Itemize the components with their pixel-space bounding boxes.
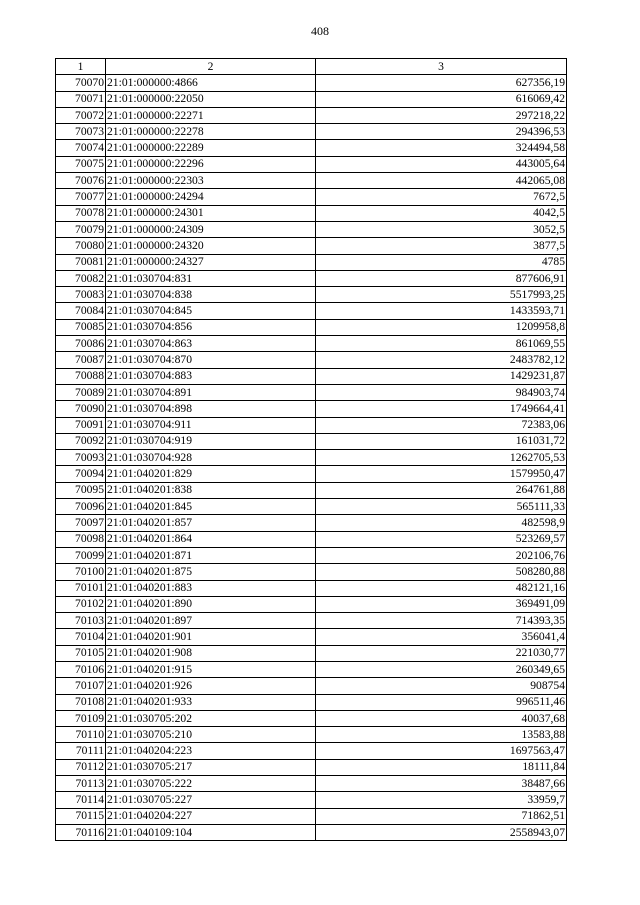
row-number-cell: 70103 — [56, 613, 106, 629]
value-cell: 1429231,87 — [316, 368, 567, 384]
column-header-1: 1 — [56, 59, 106, 75]
row-number-cell: 70089 — [56, 384, 106, 400]
row-number-cell: 70116 — [56, 824, 106, 840]
table-row — [56, 482, 567, 498]
table-row — [56, 824, 567, 840]
row-number-cell: 70077 — [56, 189, 106, 205]
value-cell: 523269,57 — [316, 531, 567, 547]
value-cell: 877606,91 — [316, 270, 567, 286]
cadastral-number-cell: 21:01:030704:911 — [106, 417, 316, 433]
table-row — [56, 776, 567, 792]
table-row — [56, 515, 567, 531]
cadastral-number-cell: 21:01:040201:857 — [106, 515, 316, 531]
value-cell: 5517993,25 — [316, 287, 567, 303]
table-row — [56, 156, 567, 172]
row-number-cell: 70106 — [56, 661, 106, 677]
table-row — [56, 91, 567, 107]
value-cell: 71862,51 — [316, 808, 567, 824]
value-cell: 984903,74 — [316, 384, 567, 400]
row-number-cell: 70083 — [56, 287, 106, 303]
cadastral-number-cell: 21:01:000000:22289 — [106, 140, 316, 156]
table-row — [56, 205, 567, 221]
column-header-3: 3 — [316, 59, 567, 75]
row-number-cell: 70079 — [56, 221, 106, 237]
table-row — [56, 792, 567, 808]
cadastral-number-cell: 21:01:030705:217 — [106, 759, 316, 775]
row-number-cell: 70081 — [56, 254, 106, 270]
value-cell: 908754 — [316, 678, 567, 694]
cadastral-number-cell: 21:01:040201:897 — [106, 613, 316, 629]
row-number-cell: 70094 — [56, 466, 106, 482]
row-number-cell: 70084 — [56, 303, 106, 319]
value-cell: 442065,08 — [316, 173, 567, 189]
value-cell: 324494,58 — [316, 140, 567, 156]
value-cell: 508280,88 — [316, 564, 567, 580]
table-row — [56, 743, 567, 759]
row-number-cell: 70098 — [56, 531, 106, 547]
cadastral-number-cell: 21:01:040201:890 — [106, 596, 316, 612]
row-number-cell: 70090 — [56, 401, 106, 417]
value-cell: 1433593,71 — [316, 303, 567, 319]
cadastral-number-cell: 21:01:000000:24301 — [106, 205, 316, 221]
value-cell: 13583,88 — [316, 727, 567, 743]
row-number-cell: 70109 — [56, 710, 106, 726]
row-number-cell: 70087 — [56, 352, 106, 368]
value-cell: 627356,19 — [316, 75, 567, 91]
row-number-cell: 70088 — [56, 368, 106, 384]
cadastral-number-cell: 21:01:000000:4866 — [106, 75, 316, 91]
value-cell: 482121,16 — [316, 580, 567, 596]
cadastral-number-cell: 21:01:030704:919 — [106, 433, 316, 449]
table-row — [56, 661, 567, 677]
cadastral-number-cell: 21:01:030704:891 — [106, 384, 316, 400]
row-number-cell: 70070 — [56, 75, 106, 91]
row-number-cell: 70113 — [56, 776, 106, 792]
row-number-cell: 70100 — [56, 564, 106, 580]
row-number-cell: 70102 — [56, 596, 106, 612]
value-cell: 565111,33 — [316, 499, 567, 515]
value-cell: 264761,88 — [316, 482, 567, 498]
cadastral-number-cell: 21:01:030704:838 — [106, 287, 316, 303]
value-cell: 4042,5 — [316, 205, 567, 221]
cadastral-number-cell: 21:01:030704:856 — [106, 319, 316, 335]
row-number-cell: 70075 — [56, 156, 106, 172]
cadastral-number-cell: 21:01:030704:845 — [106, 303, 316, 319]
value-cell: 1749664,41 — [316, 401, 567, 417]
table-row — [56, 450, 567, 466]
table-header-row — [56, 59, 567, 75]
value-cell: 161031,72 — [316, 433, 567, 449]
table-row — [56, 319, 567, 335]
table-row — [56, 645, 567, 661]
value-cell: 260349,65 — [316, 661, 567, 677]
row-number-cell: 70071 — [56, 91, 106, 107]
page-number: 408 — [311, 24, 329, 38]
cadastral-number-cell: 21:01:040201:845 — [106, 499, 316, 515]
cadastral-number-cell: 21:01:030704:883 — [106, 368, 316, 384]
cadastral-number-cell: 21:01:030705:222 — [106, 776, 316, 792]
row-number-cell: 70080 — [56, 238, 106, 254]
cadastral-number-cell: 21:01:030705:210 — [106, 727, 316, 743]
value-cell: 3052,5 — [316, 221, 567, 237]
value-cell: 356041,4 — [316, 629, 567, 645]
table-row — [56, 140, 567, 156]
value-cell: 443005,64 — [316, 156, 567, 172]
table-row — [56, 564, 567, 580]
cadastral-number-cell: 21:01:040201:901 — [106, 629, 316, 645]
value-cell: 3877,5 — [316, 238, 567, 254]
table-row — [56, 547, 567, 563]
value-cell: 1579950,47 — [316, 466, 567, 482]
value-cell: 4785 — [316, 254, 567, 270]
table-body — [56, 75, 567, 841]
row-number-cell: 70097 — [56, 515, 106, 531]
cadastral-number-cell: 21:01:040201:926 — [106, 678, 316, 694]
cadastral-number-cell: 21:01:030705:202 — [106, 710, 316, 726]
table-row — [56, 596, 567, 612]
cadastral-number-cell: 21:01:000000:24294 — [106, 189, 316, 205]
value-cell: 1262705,53 — [316, 450, 567, 466]
table-row — [56, 336, 567, 352]
cadastral-number-cell: 21:01:030704:928 — [106, 450, 316, 466]
cadastral-number-cell: 21:01:040201:838 — [106, 482, 316, 498]
value-cell: 38487,66 — [316, 776, 567, 792]
table-row — [56, 189, 567, 205]
value-cell: 482598,9 — [316, 515, 567, 531]
cadastral-number-cell: 21:01:040201:883 — [106, 580, 316, 596]
cadastral-number-cell: 21:01:000000:24320 — [106, 238, 316, 254]
cadastral-number-cell: 21:01:030704:831 — [106, 270, 316, 286]
table-row — [56, 352, 567, 368]
row-number-cell: 70114 — [56, 792, 106, 808]
row-number-cell: 70108 — [56, 694, 106, 710]
cadastral-number-cell: 21:01:040201:908 — [106, 645, 316, 661]
value-cell: 297218,22 — [316, 107, 567, 123]
table-row — [56, 808, 567, 824]
cadastral-number-cell: 21:01:000000:24309 — [106, 221, 316, 237]
value-cell: 2558943,07 — [316, 824, 567, 840]
value-cell: 996511,46 — [316, 694, 567, 710]
cadastral-number-cell: 21:01:000000:22271 — [106, 107, 316, 123]
row-number-cell: 70072 — [56, 107, 106, 123]
value-cell: 861069,55 — [316, 336, 567, 352]
row-number-cell: 70086 — [56, 336, 106, 352]
value-cell: 33959,7 — [316, 792, 567, 808]
cadastral-number-cell: 21:01:040201:829 — [106, 466, 316, 482]
cadastral-number-cell: 21:01:040201:933 — [106, 694, 316, 710]
cadastral-number-cell: 21:01:040201:875 — [106, 564, 316, 580]
table-row — [56, 580, 567, 596]
value-cell: 616069,42 — [316, 91, 567, 107]
cadastral-number-cell: 21:01:040201:915 — [106, 661, 316, 677]
cadastral-number-cell: 21:01:040204:227 — [106, 808, 316, 824]
table-row — [56, 107, 567, 123]
table-row — [56, 433, 567, 449]
row-number-cell: 70085 — [56, 319, 106, 335]
cadastral-number-cell: 21:01:030704:870 — [106, 352, 316, 368]
row-number-cell: 70107 — [56, 678, 106, 694]
table-row — [56, 629, 567, 645]
cadastral-number-cell: 21:01:000000:22296 — [106, 156, 316, 172]
data-table — [55, 58, 567, 841]
table-row — [56, 727, 567, 743]
row-number-cell: 70112 — [56, 759, 106, 775]
table-row — [56, 759, 567, 775]
table-row — [56, 384, 567, 400]
row-number-cell: 70110 — [56, 727, 106, 743]
cadastral-number-cell: 21:01:040109:104 — [106, 824, 316, 840]
row-number-cell: 70078 — [56, 205, 106, 221]
table-row — [56, 678, 567, 694]
table-row — [56, 238, 567, 254]
cadastral-number-cell: 21:01:000000:24327 — [106, 254, 316, 270]
row-number-cell: 70101 — [56, 580, 106, 596]
table-row — [56, 710, 567, 726]
row-number-cell: 70082 — [56, 270, 106, 286]
column-header-2: 2 — [106, 59, 316, 75]
value-cell: 202106,76 — [316, 547, 567, 563]
value-cell: 221030,77 — [316, 645, 567, 661]
row-number-cell: 70095 — [56, 482, 106, 498]
value-cell: 1209958,8 — [316, 319, 567, 335]
table-row — [56, 417, 567, 433]
table-row — [56, 173, 567, 189]
table-row — [56, 401, 567, 417]
value-cell: 7672,5 — [316, 189, 567, 205]
row-number-cell: 70093 — [56, 450, 106, 466]
value-cell: 72383,06 — [316, 417, 567, 433]
value-cell: 369491,09 — [316, 596, 567, 612]
value-cell: 40037,68 — [316, 710, 567, 726]
table-row — [56, 287, 567, 303]
cadastral-number-cell: 21:01:040204:223 — [106, 743, 316, 759]
table-row — [56, 254, 567, 270]
row-number-cell: 70105 — [56, 645, 106, 661]
value-cell: 18111,84 — [316, 759, 567, 775]
cadastral-number-cell: 21:01:030705:227 — [106, 792, 316, 808]
row-number-cell: 70115 — [56, 808, 106, 824]
row-number-cell: 70073 — [56, 124, 106, 140]
cadastral-number-cell: 21:01:040201:871 — [106, 547, 316, 563]
row-number-cell: 70091 — [56, 417, 106, 433]
table-row — [56, 613, 567, 629]
table-row — [56, 694, 567, 710]
table-row — [56, 124, 567, 140]
table-row — [56, 499, 567, 515]
value-cell: 714393,35 — [316, 613, 567, 629]
table-row — [56, 368, 567, 384]
row-number-cell: 70099 — [56, 547, 106, 563]
table-row — [56, 270, 567, 286]
table-row — [56, 221, 567, 237]
value-cell: 2483782,12 — [316, 352, 567, 368]
cadastral-number-cell: 21:01:030704:863 — [106, 336, 316, 352]
cadastral-number-cell: 21:01:000000:22050 — [106, 91, 316, 107]
cadastral-number-cell: 21:01:040201:864 — [106, 531, 316, 547]
value-cell: 294396,53 — [316, 124, 567, 140]
table-row — [56, 466, 567, 482]
row-number-cell: 70076 — [56, 173, 106, 189]
row-number-cell: 70074 — [56, 140, 106, 156]
row-number-cell: 70104 — [56, 629, 106, 645]
value-cell: 1697563,47 — [316, 743, 567, 759]
row-number-cell: 70111 — [56, 743, 106, 759]
cadastral-number-cell: 21:01:000000:22278 — [106, 124, 316, 140]
row-number-cell: 70092 — [56, 433, 106, 449]
table-row — [56, 531, 567, 547]
cadastral-number-cell: 21:01:030704:898 — [106, 401, 316, 417]
row-number-cell: 70096 — [56, 499, 106, 515]
table-row — [56, 75, 567, 91]
cadastral-number-cell: 21:01:000000:22303 — [106, 173, 316, 189]
table-row — [56, 303, 567, 319]
